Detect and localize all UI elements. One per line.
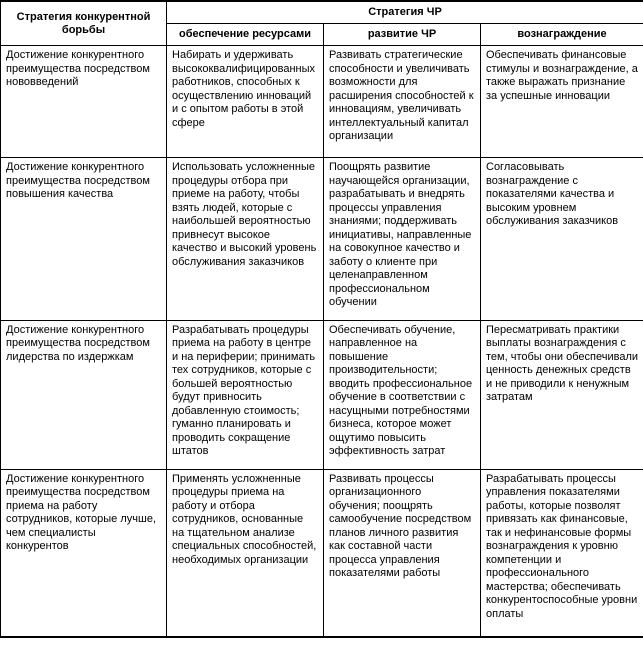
header-reward: вознаграждение [481, 24, 643, 46]
cell-development: Поощрять развитие научающейся организации, разрабатывать и внедрять процессы управления знаниями; поддерживать инициативы, направленные на совокупное качество и заботу о клиенте при целенаправленном профессиональном обучении [324, 158, 481, 321]
cell-development: Развивать процессы организационного обучения; поощрять самообучение посредством планов личного развития как составной части процесса управления показателями работы [324, 469, 481, 637]
table-header [1, 1, 643, 46]
header-row-group [1, 1, 643, 24]
table-row [1, 320, 643, 469]
header-hr-strategy-group: Стратегия ЧР [167, 1, 643, 24]
cell-strategy: Достижение конкурентного преимущества посредством приема на работу сотрудников, которые лучше, чем специалисты конкурентов [1, 469, 167, 637]
table-row [1, 46, 643, 158]
cell-resourcing: Разрабатывать процедуры приема на работу в центре и на периферии; принимать тех сотрудников, которые с большей вероятностью будут привносить добавленную стоимость; гуманно планировать и проводить сокращение штатов [167, 320, 324, 469]
cell-strategy: Достижение конкурентного преимущества посредством повышения качества [1, 158, 167, 321]
cell-resourcing: Набирать и удерживать высококвалифицированных работников, способных к осуществлению инноваций и с опытом работы в этой сфере [167, 46, 324, 158]
header-competitive-strategy: Стратегия конкурентной борьбы [1, 1, 167, 46]
cell-development: Развивать стратегические способности и увеличивать возможности для расширения способностей к инновациям, увеличивать интеллектуальный капитал организации [324, 46, 481, 158]
table-row [1, 158, 643, 321]
cell-reward: Пересматривать практики выплаты вознаграждения с тем, чтобы они обеспечивали ценность денежных средств и не приводили к ненужным затратам [481, 320, 643, 469]
cell-resourcing: Применять усложненные процедуры приема на работу и отбора сотрудников, основанные на тщательном анализе специальных способностей, необходимых организации [167, 469, 324, 637]
cell-strategy: Достижение конкурентного преимущества посредством лидерства по издержкам [1, 320, 167, 469]
table-row [1, 469, 643, 637]
header-hr-development: развитие ЧР [324, 24, 481, 46]
cell-resourcing: Использовать усложненные процедуры отбора при приеме на работу, чтобы взять людей, которые с наибольшей вероятностью привнесут высокое качество и высокий уровень обслуживания заказчиков [167, 158, 324, 321]
table-body [1, 46, 643, 638]
header-resourcing: обеспечение ресурсами [167, 24, 324, 46]
cell-development: Обеспечивать обучение, направленное на повышение производительности; вводить профессиональное обучение в соответствии с насущными потребностями бизнеса, которое может ощутимо повысить эффективность затрат [324, 320, 481, 469]
cell-strategy: Достижение конкурентного преимущества посредством нововведений [1, 46, 167, 158]
cell-reward: Разрабатывать процессы управления показателями работы, которые позволят привязать как финансовые, так и нефинансовые формы вознаграждения к уровню компетенции и профессионального мастерства; обеспечивать конкурентоспособные уровни оплаты [481, 469, 643, 637]
cell-reward: Согласовывать вознаграждение с показателями качества и высоким уровнем обслуживания заказчиков [481, 158, 643, 321]
cell-reward: Обеспечивать финансовые стимулы и вознаграждение, а также выражать признание за успешные инновации [481, 46, 643, 158]
